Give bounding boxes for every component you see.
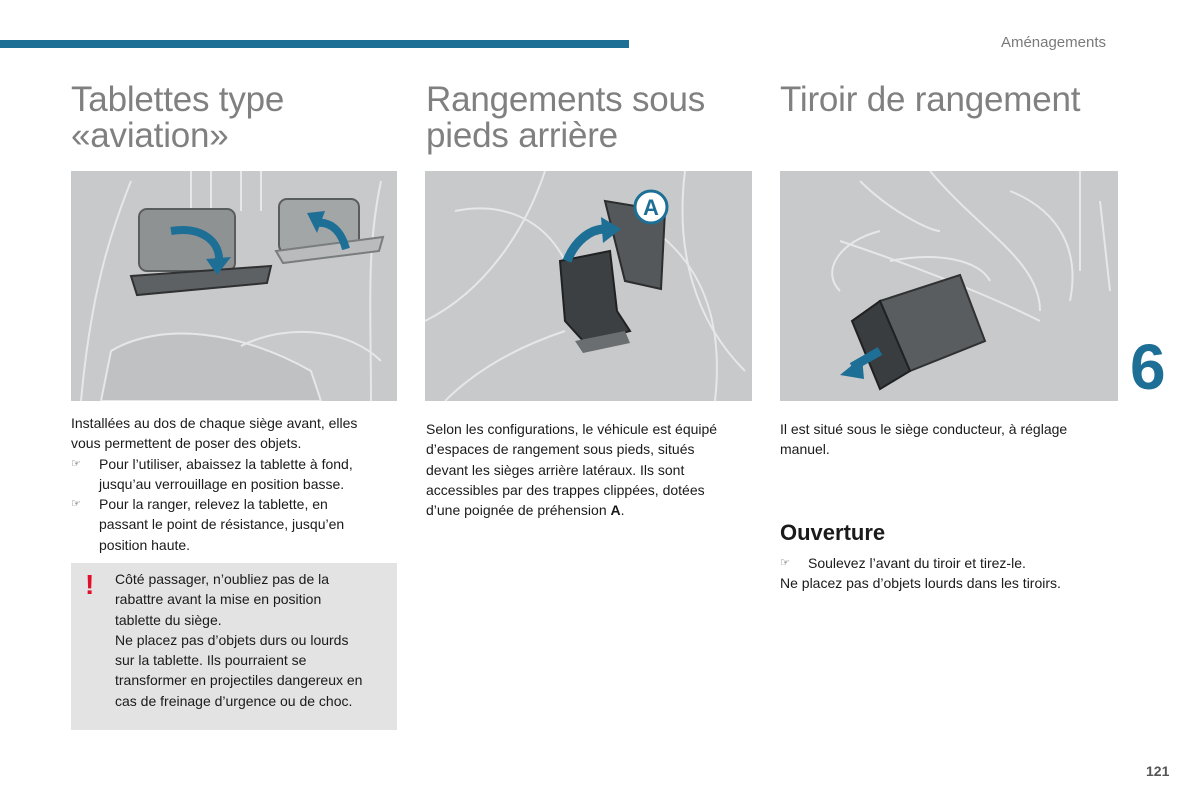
rear-storage-line-4: accessibles par des trappes clippées, dotées bbox=[426, 481, 705, 498]
figure-label-a: A bbox=[643, 195, 659, 220]
rear-storage-illustration-svg bbox=[425, 171, 752, 401]
opening-subheading: Ouverture bbox=[780, 520, 886, 545]
drawer-line-2: manuel. bbox=[780, 441, 830, 458]
tablets-intro-line-1: Installées au dos de chaque siège avant, elles bbox=[71, 415, 358, 431]
rear-storage-line-5 bbox=[426, 500, 756, 520]
drawer-line-1: Il est situé sous le siège conducteur, à réglage bbox=[780, 421, 1068, 437]
warning-line-6: transformer en projectiles dangereux en bbox=[115, 672, 363, 689]
tablets-title-line-1: Tablettes type bbox=[71, 80, 285, 119]
drawer-illustration-svg bbox=[780, 171, 1118, 401]
tablets-bullet-2-line-3: position haute. bbox=[99, 536, 191, 553]
drawer-bullet bbox=[780, 553, 1120, 573]
tablets-bullet-2-line-1: Pour la ranger, relevez la tablette, en bbox=[99, 496, 328, 513]
warning-exclamation-icon: ! bbox=[85, 569, 95, 600]
drawer-title bbox=[780, 82, 1080, 118]
rear-storage-title-line-1: Rangements sous bbox=[426, 80, 706, 119]
drawer-description bbox=[780, 419, 1120, 460]
warning-text bbox=[115, 569, 395, 711]
section-header: Aménagements bbox=[1000, 34, 1106, 51]
tablets-bullet-1-line-1: Pour l’utiliser, abaissez la tablette à fond, bbox=[99, 455, 353, 472]
tablets-bullet-lower bbox=[71, 454, 401, 495]
handle-label-a: A bbox=[610, 502, 621, 519]
tablets-description bbox=[71, 413, 401, 555]
rear-storage-line-3: devant les sièges arrière latéraux. Ils sont bbox=[426, 461, 685, 478]
drawer-bullet-line-1: Soulevez l’avant du tiroir et tirez-le. bbox=[808, 555, 1026, 571]
warning-line-7: cas de freinage d’urgence ou de choc. bbox=[115, 692, 353, 709]
tablet-illustration bbox=[71, 171, 397, 401]
drawer-note: Ne placez pas d’objets lourds dans les tiroirs. bbox=[780, 575, 1061, 592]
warning-line-3: tablette du siège. bbox=[115, 611, 222, 628]
drawer-illustration bbox=[780, 171, 1118, 401]
tablets-bullet-2-line-2: passant le point de résistance, jusqu’en bbox=[99, 516, 345, 533]
hand-pointer-icon: ☞ bbox=[780, 557, 790, 569]
rear-storage-line-5-text: d’une poignée de préhension bbox=[426, 502, 607, 519]
hand-pointer-icon: ☞ bbox=[71, 498, 81, 511]
page-number: 121 bbox=[1146, 763, 1170, 779]
tablets-bullet-1-line-2: jusqu’au verrouillage en position basse. bbox=[99, 475, 345, 492]
top-accent-bar bbox=[0, 40, 629, 48]
hand-pointer-icon: ☞ bbox=[71, 457, 81, 470]
rear-storage-title-line-2: pieds arrière bbox=[426, 116, 618, 155]
warning-line-2: rabattre avant la mise en position bbox=[115, 591, 322, 608]
warning-box bbox=[71, 563, 397, 730]
tablet-illustration-svg bbox=[71, 171, 397, 401]
warning-line-5: sur la tablette. Ils pourraient se bbox=[115, 652, 307, 669]
warning-line-1: Côté passager, n’oubliez pas de la bbox=[115, 571, 330, 587]
warning-line-4: Ne placez pas d’objets durs ou lourds bbox=[115, 631, 349, 648]
rear-storage-period: . bbox=[620, 502, 625, 519]
drawer-instructions bbox=[780, 553, 1120, 594]
rear-storage-title bbox=[426, 82, 705, 154]
tablets-intro-line-2: vous permettent de poser des objets. bbox=[71, 435, 302, 452]
tablets-title-line-2: «aviation» bbox=[71, 116, 229, 155]
tablets-title bbox=[71, 82, 284, 154]
rear-storage-line-1: Selon les configurations, le véhicule est équipé bbox=[426, 421, 718, 437]
chapter-number: 6 bbox=[1130, 331, 1166, 403]
rear-storage-line-2: d’espaces de rangement sous pieds, situés bbox=[426, 441, 695, 458]
tablets-bullet-raise bbox=[71, 494, 401, 555]
rear-storage-illustration bbox=[425, 171, 752, 401]
rear-storage-description bbox=[426, 419, 756, 520]
drawer-title-line-1: Tiroir de rangement bbox=[780, 80, 1081, 119]
